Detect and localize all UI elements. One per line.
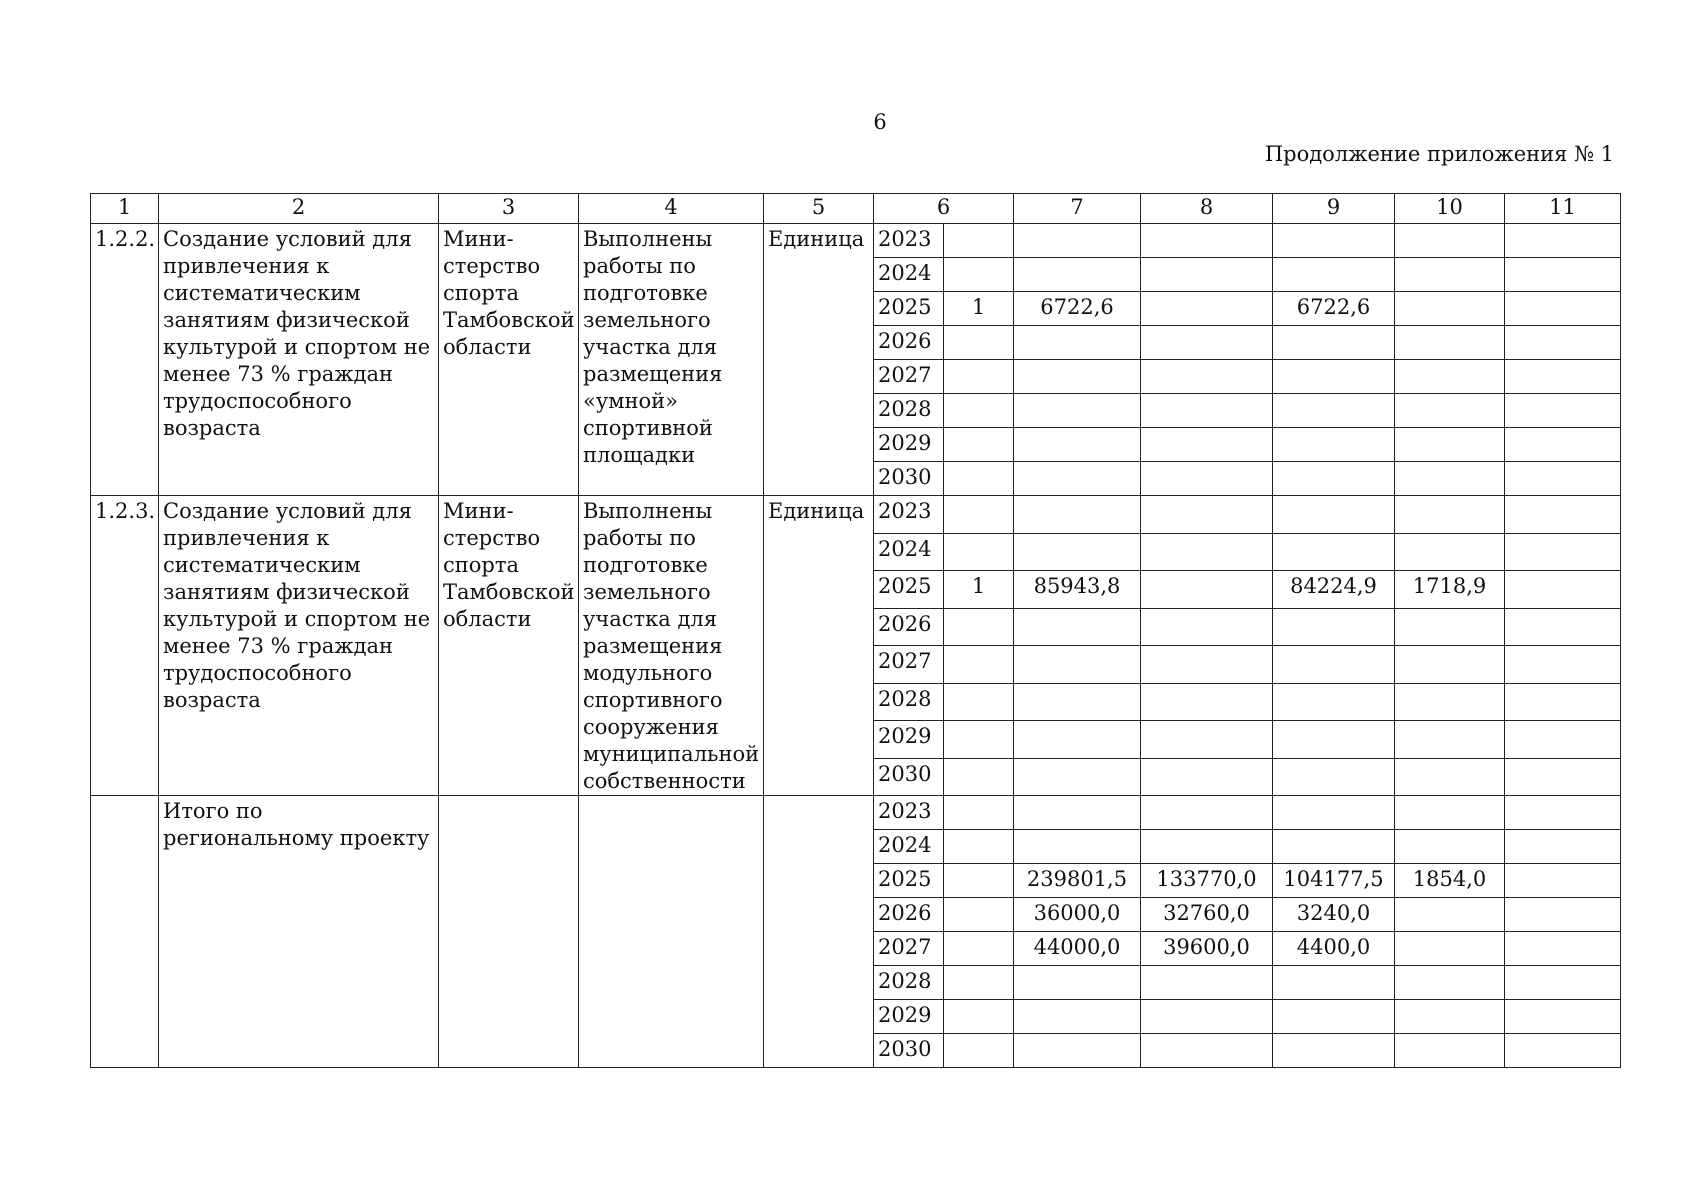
quantity-cell: 1 [944, 292, 1014, 326]
value-col-7 [1014, 496, 1141, 534]
year-cell: 2024 [874, 258, 944, 292]
value-col-9 [1273, 830, 1395, 864]
value-col-9 [1273, 360, 1395, 394]
value-col-8: 39600,0 [1141, 932, 1273, 966]
value-col-11 [1505, 496, 1621, 534]
value-col-9 [1273, 966, 1395, 1000]
value-col-9 [1273, 224, 1395, 258]
value-col-11 [1505, 864, 1621, 898]
value-col-10 [1395, 758, 1505, 796]
column-number: 4 [579, 194, 764, 224]
quantity-cell [944, 830, 1014, 864]
value-col-11 [1505, 533, 1621, 571]
measure-name: Создание условий для привлечения к систематическим занятиям физической культурой и спортом не менее 73 % граждан трудоспособного возраста [159, 224, 439, 496]
quantity-cell [944, 966, 1014, 1000]
column-number: 5 [764, 194, 874, 224]
value-col-7: 6722,6 [1014, 292, 1141, 326]
value-col-9 [1273, 646, 1395, 684]
quantity-cell [944, 608, 1014, 646]
value-col-8: 32760,0 [1141, 898, 1273, 932]
year-cell: 2029 [874, 428, 944, 462]
value-col-7 [1014, 224, 1141, 258]
value-col-7 [1014, 721, 1141, 759]
value-col-7 [1014, 1034, 1141, 1068]
year-cell: 2027 [874, 932, 944, 966]
quantity-cell [944, 428, 1014, 462]
value-col-9 [1273, 428, 1395, 462]
value-col-8 [1141, 571, 1273, 609]
quantity-cell [944, 394, 1014, 428]
value-col-9 [1273, 608, 1395, 646]
value-col-11 [1505, 758, 1621, 796]
year-cell: 2025 [874, 571, 944, 609]
value-col-11 [1505, 721, 1621, 759]
column-number: 7 [1014, 194, 1141, 224]
column-number: 2 [159, 194, 439, 224]
value-col-7 [1014, 394, 1141, 428]
value-col-9 [1273, 533, 1395, 571]
quantity-cell [944, 1034, 1014, 1068]
value-col-11 [1505, 571, 1621, 609]
value-col-7 [1014, 966, 1141, 1000]
quantity-cell [944, 360, 1014, 394]
value-col-8 [1141, 830, 1273, 864]
value-col-9 [1273, 1034, 1395, 1068]
value-col-11 [1505, 360, 1621, 394]
value-col-9 [1273, 394, 1395, 428]
quantity-cell [944, 932, 1014, 966]
quantity-cell [944, 864, 1014, 898]
value-col-7 [1014, 258, 1141, 292]
value-col-8 [1141, 360, 1273, 394]
value-col-8 [1141, 224, 1273, 258]
value-col-9 [1273, 326, 1395, 360]
value-col-9 [1273, 721, 1395, 759]
value-col-7: 44000,0 [1014, 932, 1141, 966]
quantity-cell: 1 [944, 571, 1014, 609]
year-cell: 2027 [874, 360, 944, 394]
executor: Мини-стерство спорта Тамбовской области [439, 496, 579, 796]
column-number: 9 [1273, 194, 1395, 224]
year-cell: 2024 [874, 830, 944, 864]
value-col-9: 104177,5 [1273, 864, 1395, 898]
value-col-9 [1273, 496, 1395, 534]
value-col-11 [1505, 796, 1621, 830]
value-col-8 [1141, 646, 1273, 684]
value-col-8 [1141, 1034, 1273, 1068]
column-number-row [91, 194, 1621, 224]
year-row [91, 224, 1621, 258]
value-col-8: 133770,0 [1141, 864, 1273, 898]
value-col-10 [1395, 683, 1505, 721]
quantity-cell [944, 496, 1014, 534]
budget-table [90, 193, 1621, 1068]
year-cell: 2026 [874, 326, 944, 360]
value-col-9: 4400,0 [1273, 932, 1395, 966]
value-col-9 [1273, 462, 1395, 496]
value-col-10 [1395, 608, 1505, 646]
year-cell: 2023 [874, 496, 944, 534]
quantity-cell [944, 326, 1014, 360]
year-row [91, 496, 1621, 534]
row-number: 1.2.3. [91, 496, 159, 796]
year-row [91, 796, 1621, 830]
value-col-9 [1273, 258, 1395, 292]
value-col-11 [1505, 1000, 1621, 1034]
year-cell: 2023 [874, 796, 944, 830]
value-col-8 [1141, 394, 1273, 428]
value-col-10 [1395, 533, 1505, 571]
value-col-8 [1141, 966, 1273, 1000]
value-col-8 [1141, 462, 1273, 496]
year-cell: 2030 [874, 1034, 944, 1068]
value-col-11 [1505, 428, 1621, 462]
year-cell: 2026 [874, 608, 944, 646]
unit-of-measure: Единица [764, 496, 874, 796]
value-col-9: 84224,9 [1273, 571, 1395, 609]
year-cell: 2030 [874, 758, 944, 796]
value-col-10 [1395, 258, 1505, 292]
value-col-10 [1395, 932, 1505, 966]
quantity-cell [944, 462, 1014, 496]
value-col-11 [1505, 292, 1621, 326]
result-description: Выполнены работы по подготовке земельного участка для размещения «умной» спортивной площадки [579, 224, 764, 496]
value-col-9: 3240,0 [1273, 898, 1395, 932]
quantity-cell [944, 683, 1014, 721]
value-col-11 [1505, 646, 1621, 684]
value-col-10 [1395, 224, 1505, 258]
year-cell: 2024 [874, 533, 944, 571]
value-col-8 [1141, 758, 1273, 796]
table-body [91, 194, 1621, 1068]
value-col-10 [1395, 830, 1505, 864]
value-col-11 [1505, 326, 1621, 360]
value-col-10 [1395, 898, 1505, 932]
value-col-7 [1014, 326, 1141, 360]
year-cell: 2025 [874, 864, 944, 898]
value-col-11 [1505, 608, 1621, 646]
quantity-cell [944, 796, 1014, 830]
value-col-8 [1141, 608, 1273, 646]
value-col-10 [1395, 796, 1505, 830]
value-col-11 [1505, 898, 1621, 932]
value-col-7 [1014, 830, 1141, 864]
value-col-11 [1505, 462, 1621, 496]
value-col-7 [1014, 428, 1141, 462]
unit-of-measure: Единица [764, 224, 874, 496]
value-col-8 [1141, 292, 1273, 326]
value-col-9 [1273, 758, 1395, 796]
value-col-7 [1014, 360, 1141, 394]
value-col-8 [1141, 428, 1273, 462]
year-cell: 2026 [874, 898, 944, 932]
year-cell: 2029 [874, 1000, 944, 1034]
value-col-7 [1014, 462, 1141, 496]
year-cell: 2028 [874, 394, 944, 428]
value-col-7 [1014, 796, 1141, 830]
year-cell: 2023 [874, 224, 944, 258]
value-col-10 [1395, 1034, 1505, 1068]
value-col-9 [1273, 683, 1395, 721]
unit-of-measure [764, 796, 874, 1068]
value-col-9 [1273, 796, 1395, 830]
quantity-cell [944, 758, 1014, 796]
value-col-10 [1395, 462, 1505, 496]
value-col-8 [1141, 496, 1273, 534]
quantity-cell [944, 258, 1014, 292]
value-col-10 [1395, 394, 1505, 428]
value-col-9 [1273, 1000, 1395, 1034]
column-number: 3 [439, 194, 579, 224]
value-col-7: 239801,5 [1014, 864, 1141, 898]
value-col-7 [1014, 533, 1141, 571]
value-col-11 [1505, 830, 1621, 864]
value-col-10 [1395, 292, 1505, 326]
value-col-10 [1395, 360, 1505, 394]
year-cell: 2025 [874, 292, 944, 326]
value-col-10 [1395, 721, 1505, 759]
quantity-cell [944, 1000, 1014, 1034]
value-col-10 [1395, 646, 1505, 684]
value-col-8 [1141, 1000, 1273, 1034]
quantity-cell [944, 721, 1014, 759]
value-col-8 [1141, 683, 1273, 721]
value-col-7 [1014, 646, 1141, 684]
value-col-8 [1141, 533, 1273, 571]
value-col-7: 36000,0 [1014, 898, 1141, 932]
executor [439, 796, 579, 1068]
column-number: 10 [1395, 194, 1505, 224]
row-number [91, 796, 159, 1068]
value-col-11 [1505, 258, 1621, 292]
value-col-7 [1014, 1000, 1141, 1034]
year-cell: 2028 [874, 683, 944, 721]
value-col-10: 1718,9 [1395, 571, 1505, 609]
year-cell: 2027 [874, 646, 944, 684]
year-cell: 2030 [874, 462, 944, 496]
measure-name: Итого по региональному проекту [159, 796, 439, 1068]
value-col-10 [1395, 496, 1505, 534]
row-number: 1.2.2. [91, 224, 159, 496]
year-cell: 2029 [874, 721, 944, 759]
quantity-cell [944, 533, 1014, 571]
value-col-7 [1014, 608, 1141, 646]
result-description: Выполнены работы по подготовке земельного участка для размещения модульного спортивного сооружения муниципальной собственности [579, 496, 764, 796]
column-number: 1 [91, 194, 159, 224]
value-col-11 [1505, 932, 1621, 966]
value-col-8 [1141, 326, 1273, 360]
quantity-cell [944, 646, 1014, 684]
quantity-cell [944, 224, 1014, 258]
column-number: 6 [874, 194, 1014, 224]
page-number: 6 [873, 110, 887, 134]
value-col-10 [1395, 428, 1505, 462]
result-description [579, 796, 764, 1068]
measure-name: Создание условий для привлечения к систематическим занятиям физической культурой и спортом не менее 73 % граждан трудоспособного возраста [159, 496, 439, 796]
value-col-7 [1014, 758, 1141, 796]
value-col-7 [1014, 683, 1141, 721]
appendix-note: Продолжение приложения № 1 [1264, 142, 1614, 166]
value-col-10 [1395, 1000, 1505, 1034]
year-cell: 2028 [874, 966, 944, 1000]
value-col-9: 6722,6 [1273, 292, 1395, 326]
value-col-10 [1395, 326, 1505, 360]
value-col-11 [1505, 1034, 1621, 1068]
executor: Мини-стерство спорта Тамбовской области [439, 224, 579, 496]
value-col-10 [1395, 966, 1505, 1000]
column-number: 11 [1505, 194, 1621, 224]
value-col-8 [1141, 796, 1273, 830]
value-col-8 [1141, 258, 1273, 292]
value-col-10: 1854,0 [1395, 864, 1505, 898]
value-col-8 [1141, 721, 1273, 759]
value-col-11 [1505, 966, 1621, 1000]
value-col-7: 85943,8 [1014, 571, 1141, 609]
quantity-cell [944, 898, 1014, 932]
value-col-11 [1505, 683, 1621, 721]
value-col-11 [1505, 224, 1621, 258]
value-col-11 [1505, 394, 1621, 428]
column-number: 8 [1141, 194, 1273, 224]
